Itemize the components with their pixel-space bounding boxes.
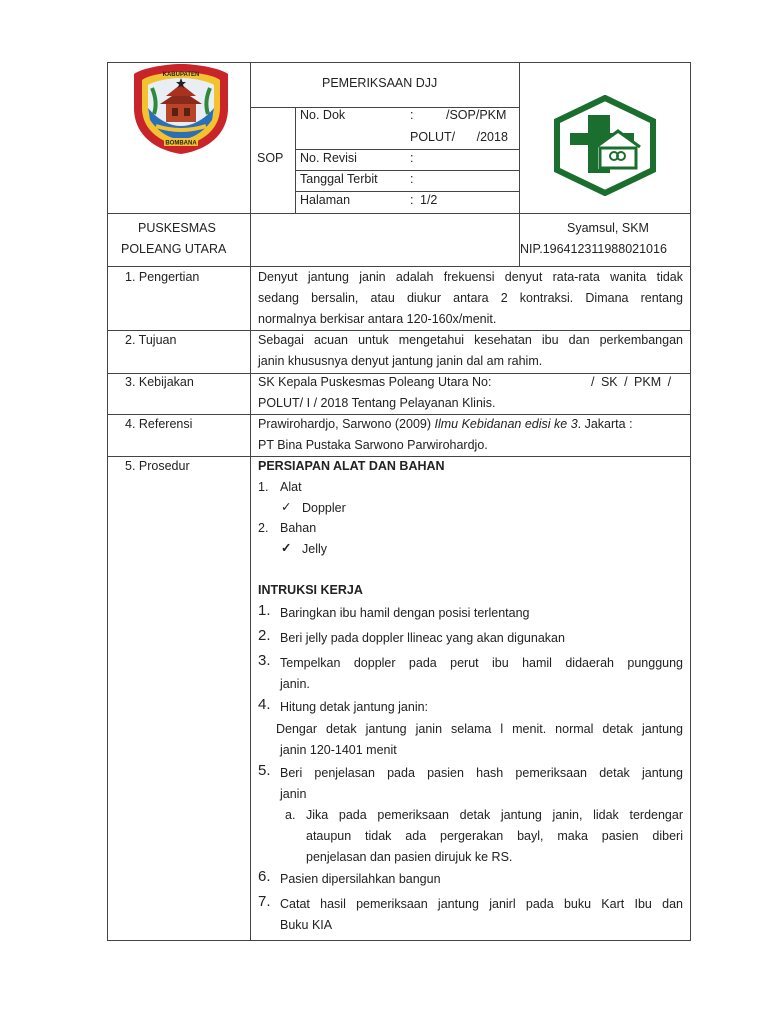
signer-name: Syamsul, SKM [567, 221, 649, 235]
pengertian-line-3: normalnya berkisar antara 120-160x/menit. [258, 312, 497, 326]
org-name-line2: POLEANG UTARA [121, 242, 227, 256]
step-2-number: 2. [258, 627, 271, 644]
field-value-no-dok-line2: POLUT/ /2018 [410, 130, 508, 144]
checkmark-icon: ✓ [281, 541, 292, 555]
pengertian-line-1: Denyut jantung janin adalah frekuensi denyut rata-rata wanita tidak [258, 270, 683, 284]
step-7-number: 7. [258, 893, 271, 910]
step-7-line-2: Buku KIA [280, 918, 333, 932]
field-divider-3 [295, 191, 519, 192]
row-divider-kebijakan [107, 414, 691, 415]
step-4-text: Hitung detak jantung janin: [280, 700, 429, 714]
document-title: PEMERIKSAAN DJJ [322, 76, 438, 90]
crest-text-bottom: BOMBANA [165, 140, 197, 147]
step-3-number: 3. [258, 652, 271, 669]
puskesmas-logo-icon [552, 95, 658, 196]
section-label-tujuan: 2. Tujuan [125, 333, 177, 347]
referensi-line-2: PT Bina Pustaka Sarwono Parwirohardjo. [258, 438, 488, 452]
field-value-halaman: 1/2 [420, 193, 438, 207]
alat-item: Doppler [302, 501, 346, 515]
step-3-line-2: janin. [280, 677, 310, 691]
step-5-sub-label: a. [285, 808, 296, 822]
kebijakan-line-2: POLUT/ I / 2018 Tentang Pelayanan Klinis. [258, 396, 496, 410]
instruksi-heading: INTRUKSI KERJA [258, 583, 363, 597]
checkmark-icon: ✓ [281, 500, 292, 514]
step-3-line-1: Tempelkan doppler pada perut ibu hamil didaerah punggung [280, 656, 683, 670]
sop-label: SOP [257, 151, 284, 165]
step-1-text: Baringkan ibu hamil dengan posisi terlentang [280, 606, 530, 620]
step-5-sub-line-3: penjelasan dan pasien dirujuk ke RS. [306, 850, 513, 864]
field-colon-halaman: : [410, 193, 414, 207]
step-1-number: 1. [258, 602, 271, 619]
org-name-line1: PUSKESMAS [138, 221, 216, 235]
row-divider-referensi [107, 456, 691, 457]
step-4-sub-line-1: Dengar detak jantung janin selama l menit. normal detak jantung [276, 722, 683, 736]
step-5-line-2: janin [280, 787, 307, 801]
step-2-text: Beri jelly pada doppler llineac yang akan digunakan [280, 631, 565, 645]
persiapan-heading: PERSIAPAN ALAT DAN BAHAN [258, 459, 445, 473]
step-5-sub-line-2: ataupun tidak ada pergerakan bayl, maka pasien diberi [306, 829, 683, 843]
field-label-no-revisi: No. Revisi [300, 151, 357, 165]
bahan-label: Bahan [280, 521, 317, 535]
section-label-prosedur: 5. Prosedur [125, 459, 190, 473]
field-label-halaman: Halaman [300, 193, 351, 207]
signer-nip: NIP.196412311988021016 [520, 242, 667, 256]
pengertian-line-2: sedang bersalin, atau diukur antara 2 kontraksi. Dimana rentang [258, 291, 683, 305]
field-divider-2 [295, 170, 519, 171]
tujuan-line-2: janin khususnya denyut jantung janin dal am rahim. [258, 354, 543, 368]
field-label-no-dok: No. Dok [300, 108, 346, 122]
row-divider-tujuan [107, 373, 691, 374]
col-divider-right-header [519, 62, 520, 266]
referensi-city: . Jakarta : [577, 417, 633, 431]
crest-text-top: KABUPATEN [162, 72, 200, 78]
step-7-line-1: Catat hasil pemeriksaan jantung janirl pada buku Kart Ibu dan [280, 897, 683, 911]
field-value-no-dok: /SOP/PKM [446, 108, 507, 122]
row-divider-header [107, 213, 691, 214]
kebijakan-line-1-right: / SK / PKM / [591, 375, 672, 389]
section-label-pengertian: 1. Pengertian [125, 270, 200, 284]
step-4-number: 4. [258, 696, 271, 713]
field-colon-tanggal-terbit: : [410, 172, 414, 186]
step-5-number: 5. [258, 762, 271, 779]
section-label-referensi: 4. Referensi [125, 417, 193, 431]
kebijakan-line-1-left: SK Kepala Puskesmas Poleang Utara No: [258, 375, 492, 389]
step-5-line-1: Beri penjelasan pada pasien hash pemeriksaan detak jantung [280, 766, 683, 780]
referensi-book-title: Ilmu Kebidanan edisi ke 3 [434, 417, 578, 431]
row-divider-org [107, 266, 691, 267]
alat-number: 1. [258, 480, 269, 494]
step-4-sub-line-2: janin 120-1401 menit [280, 743, 397, 757]
kabupaten-bombana-crest-icon [130, 62, 232, 156]
field-colon-no-revisi: : [410, 151, 414, 165]
field-colon-no-dok: : [410, 108, 414, 122]
referensi-author: Prawirohardjo, Sarwono (2009) [258, 417, 432, 431]
step-6-text: Pasien dipersilahkan bangun [280, 872, 441, 886]
bahan-number: 2. [258, 521, 269, 535]
col-divider-left [250, 62, 251, 941]
row-divider-pengertian [107, 330, 691, 331]
step-5-sub-line-1: Jika pada pemeriksaan detak jantung janin, lidak terdengar [306, 808, 683, 822]
alat-label: Alat [280, 480, 302, 494]
referensi-line-1 [258, 417, 633, 431]
tujuan-line-1: Sebagai acuan untuk mengetahui kesehatan ibu dan perkembangan [258, 333, 683, 347]
col-divider-sop [295, 107, 296, 213]
bahan-item: Jelly [302, 542, 328, 556]
section-label-kebijakan: 3. Kebijakan [125, 375, 194, 389]
field-label-tanggal-terbit: Tanggal Terbit [300, 172, 378, 186]
field-divider-1 [295, 149, 519, 150]
step-6-number: 6. [258, 868, 271, 885]
